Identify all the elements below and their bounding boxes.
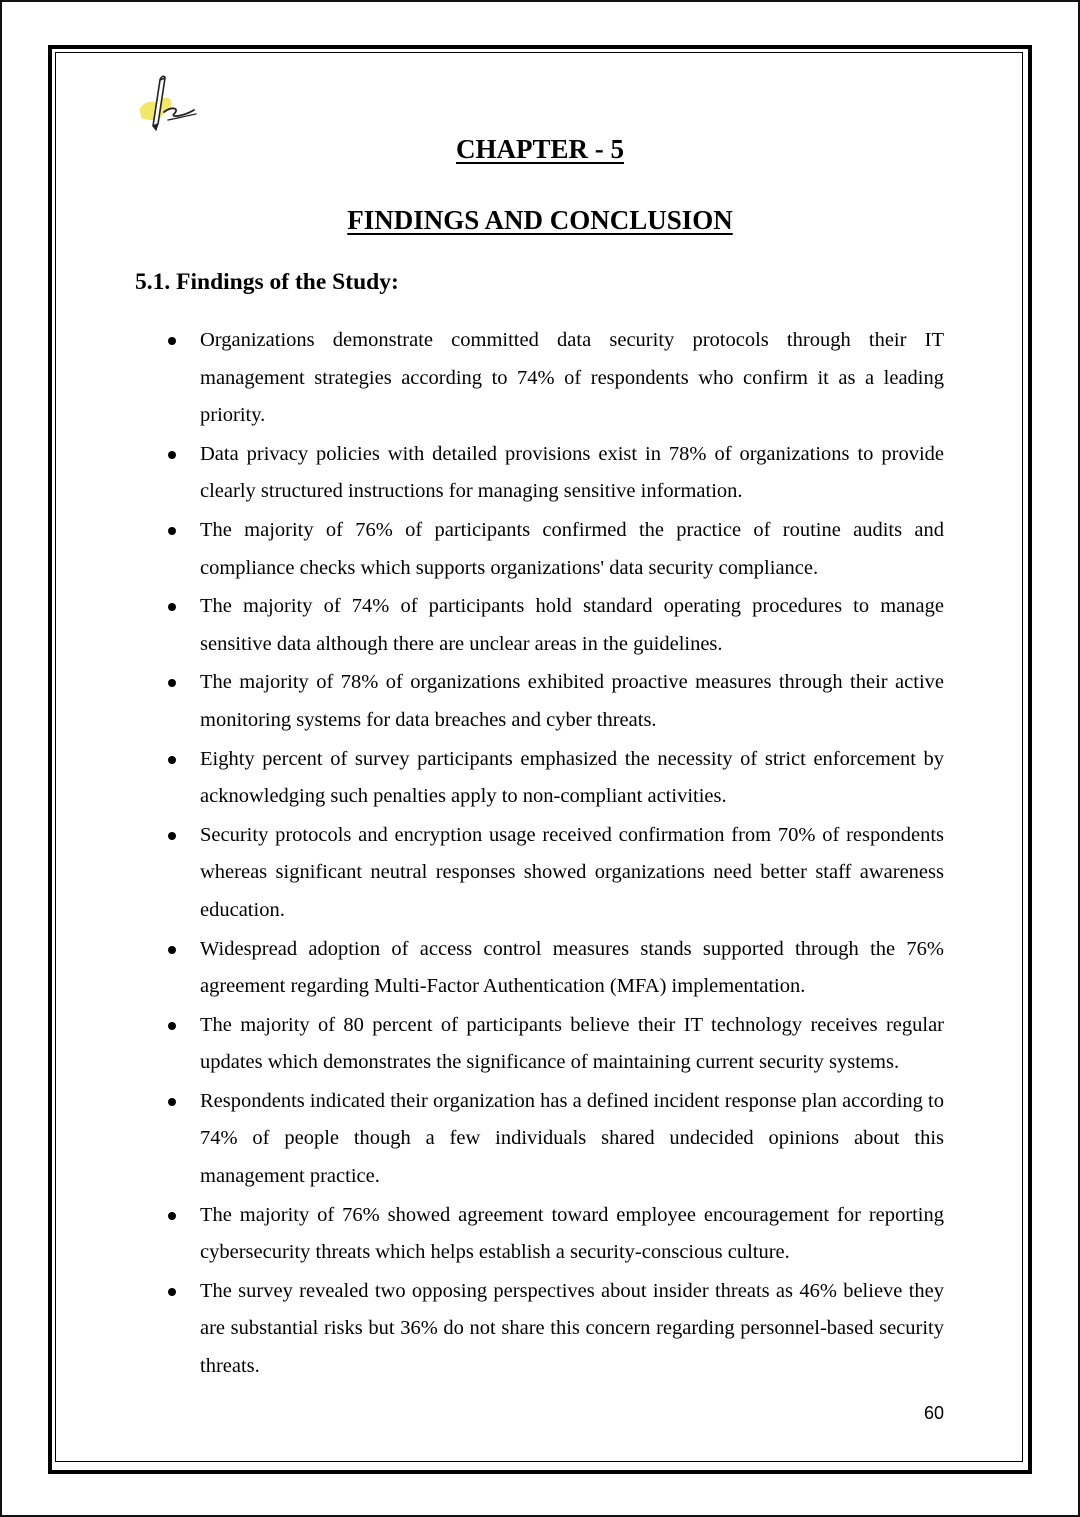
bullet-icon <box>168 1022 176 1030</box>
list-item <box>200 931 944 1006</box>
bullet-icon <box>168 1288 176 1296</box>
list-item <box>200 1197 944 1272</box>
bullet-icon <box>168 1098 176 1106</box>
finding-text: The majority of 76% of participants confirmed the practice of routine audits and compliance checks which supports organizations' data security compliance. <box>200 518 944 579</box>
chapter-title: CHAPTER - 5 <box>456 134 624 164</box>
findings-list <box>200 322 944 1387</box>
list-item <box>200 1083 944 1196</box>
finding-text: The majority of 74% of participants hold standard operating procedures to manage sensitive data although there are unclear areas in the guidelines. <box>200 595 944 655</box>
chapter-subtitle: FINDINGS AND CONCLUSION <box>347 205 733 235</box>
finding-text: Organizations demonstrate committed data security protocols through their IT management strategies according to 74% of respondents who confirm it as a leading priority. <box>200 329 944 427</box>
finding-text: Data privacy policies with detailed provisions exist in 78% of organizations to provide clearly structured instructions for managing sensitive information. <box>200 442 944 503</box>
bullet-icon <box>168 946 176 954</box>
finding-text: Security protocols and encryption usage received confirmation from 70% of respondents whereas significant neutral responses showed organizations need better staff awareness education. <box>200 823 944 921</box>
bullet-icon <box>168 451 176 459</box>
finding-text: The majority of 78% of organizations exhibited proactive measures through their active monitoring systems for data breaches and cyber threats. <box>200 671 944 731</box>
bullet-icon <box>168 337 176 345</box>
list-item <box>200 741 944 816</box>
page-number: 60 <box>923 1403 944 1423</box>
list-item <box>200 817 944 930</box>
finding-text: The majority of 76% showed agreement toward employee encouragement for reporting cybersecurity threats which helps establish a security-conscious culture. <box>200 1203 944 1264</box>
finding-text: The majority of 80 percent of participants believe their IT technology receives regular updates which demonstrates the significance of maintaining current security systems. <box>200 1013 944 1074</box>
list-item <box>200 436 944 511</box>
list-item <box>200 588 944 663</box>
bullet-icon <box>168 756 176 764</box>
bullet-icon <box>168 832 176 840</box>
list-item <box>200 512 944 587</box>
pen-writing-icon <box>134 72 202 134</box>
list-item <box>200 1273 944 1386</box>
list-item <box>200 322 944 435</box>
list-item <box>200 664 944 739</box>
bullet-icon <box>168 527 176 535</box>
finding-text: Widespread adoption of access control measures stands supported through the 76% agreement regarding Multi-Factor Authentication (MFA) implementation. <box>200 937 944 998</box>
finding-text: Eighty percent of survey participants emphasized the necessity of strict enforcement by acknowledging such penalties apply to non-compliant activities. <box>200 747 944 808</box>
finding-text: Respondents indicated their organization has a defined incident response plan according to 74% of people though a few individuals shared undecided opinions about this management practice. <box>200 1089 944 1188</box>
section-heading: 5.1. Findings of the Study: <box>135 269 399 295</box>
list-item <box>200 1007 944 1082</box>
finding-text: The survey revealed two opposing perspectives about insider threats as 46% believe they are substantial risks but 36% do not share this concern regarding personnel-based security threats. <box>200 1279 944 1378</box>
bullet-icon <box>168 1212 176 1220</box>
